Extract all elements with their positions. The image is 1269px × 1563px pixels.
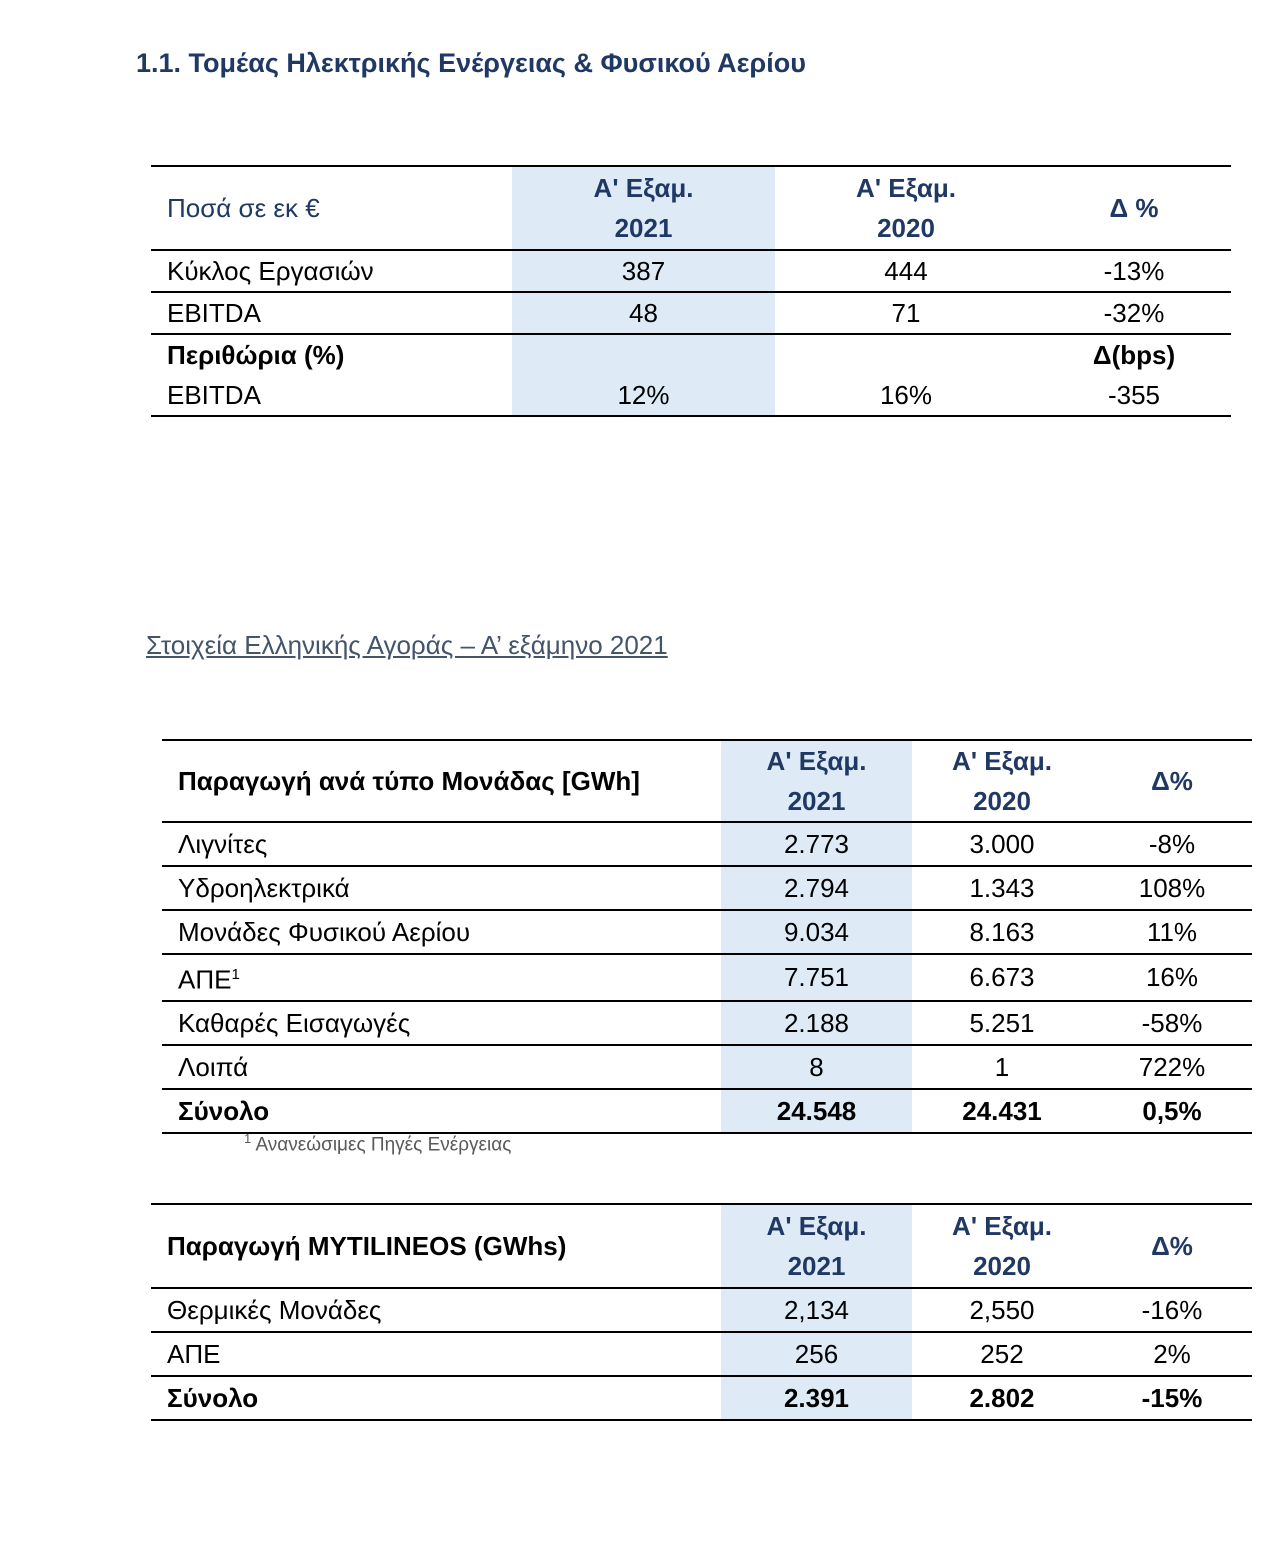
- margins-row: [151, 334, 1231, 416]
- row-label: Υδροηλεκτρικά: [162, 866, 721, 910]
- table-row: [162, 910, 1252, 954]
- margin-2020-value: 16%: [879, 380, 933, 410]
- row-label: Μονάδες Φυσικού Αερίου: [162, 910, 721, 954]
- header-year: 2021: [614, 213, 673, 243]
- total-delta: -15%: [1092, 1376, 1252, 1420]
- header-year: 2020: [973, 1251, 1031, 1281]
- cell-delta: -58%: [1092, 1001, 1252, 1045]
- total-2021: 24.548: [721, 1089, 912, 1133]
- table-row: [162, 866, 1252, 910]
- cell-delta: -8%: [1092, 822, 1252, 866]
- cell-delta: 16%: [1092, 954, 1252, 1001]
- margins-label: [151, 334, 512, 416]
- cell-2020: 444: [775, 250, 1037, 292]
- cell-2021: 7.751: [721, 954, 912, 1001]
- cell-2021: 48: [512, 292, 775, 334]
- cell-2020: 252: [912, 1332, 1092, 1376]
- cell-delta: 2%: [1092, 1332, 1252, 1376]
- header-col-2020: [775, 166, 1037, 250]
- total-delta: 0,5%: [1092, 1089, 1252, 1133]
- total-2021: 2.391: [721, 1376, 912, 1420]
- cell-delta: -13%: [1037, 250, 1231, 292]
- header-delta: Δ %: [1037, 166, 1231, 250]
- table-row: [162, 1001, 1252, 1045]
- financial-summary-table: [151, 165, 1231, 417]
- greek-market-production-table: [162, 739, 1252, 1134]
- header-col-2021: [721, 740, 912, 822]
- header-label: Παραγωγή MYTILINEOS (GWhs): [151, 1204, 721, 1288]
- cell-2021: 2.188: [721, 1001, 912, 1045]
- cell-delta: 722%: [1092, 1045, 1252, 1089]
- header-year: 2020: [877, 213, 935, 243]
- cell-delta: 108%: [1092, 866, 1252, 910]
- cell-delta: -16%: [1092, 1288, 1252, 1332]
- cell-2021: 2,134: [721, 1288, 912, 1332]
- cell-2021: 387: [512, 250, 775, 292]
- header-period: Α' Εξαμ.: [952, 746, 1052, 776]
- header-col-2021: [512, 166, 775, 250]
- cell-2020: 3.000: [912, 822, 1092, 866]
- footnote-text: Ανανεώσιμες Πηγές Ενέργειας: [255, 1134, 512, 1156]
- header-year: 2020: [973, 786, 1031, 816]
- margins-heading: Περιθώρια (%): [167, 340, 345, 370]
- header-year: 2021: [787, 1251, 846, 1281]
- table-row: [162, 1045, 1252, 1089]
- cell-2020: 2,550: [912, 1288, 1092, 1332]
- footnote: [244, 1131, 511, 1156]
- header-delta: Δ%: [1092, 740, 1252, 822]
- row-label: ΑΠΕ: [151, 1332, 721, 1376]
- row-label: Κύκλος Εργασιών: [151, 250, 512, 292]
- header-col-2021: [721, 1204, 912, 1288]
- table-row: [151, 1288, 1252, 1332]
- row-label: Θερμικές Μονάδες: [151, 1288, 721, 1332]
- cell-2020: 5.251: [912, 1001, 1092, 1045]
- table-row: [162, 954, 1252, 1001]
- cell-2021: 2.773: [721, 822, 912, 866]
- total-row: [151, 1376, 1252, 1420]
- total-label: Σύνολο: [162, 1089, 721, 1133]
- footnote-number: 1: [244, 1131, 252, 1146]
- section-title: 1.1. Τομέας Ηλεκτρικής Ενέργειας & Φυσικού Αερίου: [136, 48, 806, 78]
- header-year: 2021: [787, 786, 846, 816]
- row-label: EBITDA: [151, 292, 512, 334]
- total-2020: 2.802: [912, 1376, 1092, 1420]
- cell-delta: -32%: [1037, 292, 1231, 334]
- header-label: Ποσά σε εκ €: [151, 166, 512, 250]
- cell-2021: 9.034: [721, 910, 912, 954]
- cell-2020: 1: [912, 1045, 1092, 1089]
- table-row: [151, 292, 1231, 334]
- row-label: Λοιπά: [162, 1045, 721, 1089]
- market-subtitle: Στοιχεία Ελληνικής Αγοράς – Α’ εξάμηνο 2021: [146, 630, 668, 660]
- header-period: Α' Εξαμ.: [856, 173, 956, 203]
- row-label-text: ΑΠΕ: [178, 964, 232, 995]
- total-row: [162, 1089, 1252, 1133]
- spacer: [512, 335, 775, 375]
- row-label: Λιγνίτες: [162, 822, 721, 866]
- mytilineos-production-table: [151, 1203, 1252, 1421]
- cell-2021: 256: [721, 1332, 912, 1376]
- table-row: [162, 822, 1252, 866]
- table-row: [151, 1332, 1252, 1376]
- cell-2020: 71: [775, 292, 1037, 334]
- row-label: [162, 954, 721, 1001]
- cell-2020: 8.163: [912, 910, 1092, 954]
- header-col-2020: [912, 1204, 1092, 1288]
- cell-2021: 8: [721, 1045, 912, 1089]
- header-col-2020: [912, 740, 1092, 822]
- margin-2021: [512, 334, 775, 416]
- margins-metric: EBITDA: [167, 380, 261, 410]
- margin-delta: [1037, 334, 1231, 416]
- spacer: [775, 335, 1037, 375]
- table-header-row: [162, 740, 1252, 822]
- cell-2020: 1.343: [912, 866, 1092, 910]
- table-header-row: [151, 166, 1231, 250]
- header-period: Α' Εξαμ.: [766, 1211, 867, 1241]
- margin-delta-heading: Δ(bps): [1092, 340, 1176, 370]
- table-header-row: [151, 1204, 1252, 1288]
- table-row: [151, 250, 1231, 292]
- header-period: Α' Εξαμ.: [766, 746, 867, 776]
- margin-2020: [775, 334, 1037, 416]
- row-label: Καθαρές Εισαγωγές: [162, 1001, 721, 1045]
- header-label: Παραγωγή ανά τύπο Μονάδας [GWh]: [162, 740, 721, 822]
- total-2020: 24.431: [912, 1089, 1092, 1133]
- margin-2021-value: 12%: [617, 380, 670, 410]
- cell-2020: 6.673: [912, 954, 1092, 1001]
- header-period: Α' Εξαμ.: [593, 173, 694, 203]
- margin-delta-value: -355: [1107, 380, 1161, 410]
- header-delta: Δ%: [1092, 1204, 1252, 1288]
- header-period: Α' Εξαμ.: [952, 1211, 1052, 1241]
- cell-delta: 11%: [1092, 910, 1252, 954]
- footnote-marker: 1: [231, 966, 240, 983]
- total-label: Σύνολο: [151, 1376, 721, 1420]
- cell-2021: 2.794: [721, 866, 912, 910]
